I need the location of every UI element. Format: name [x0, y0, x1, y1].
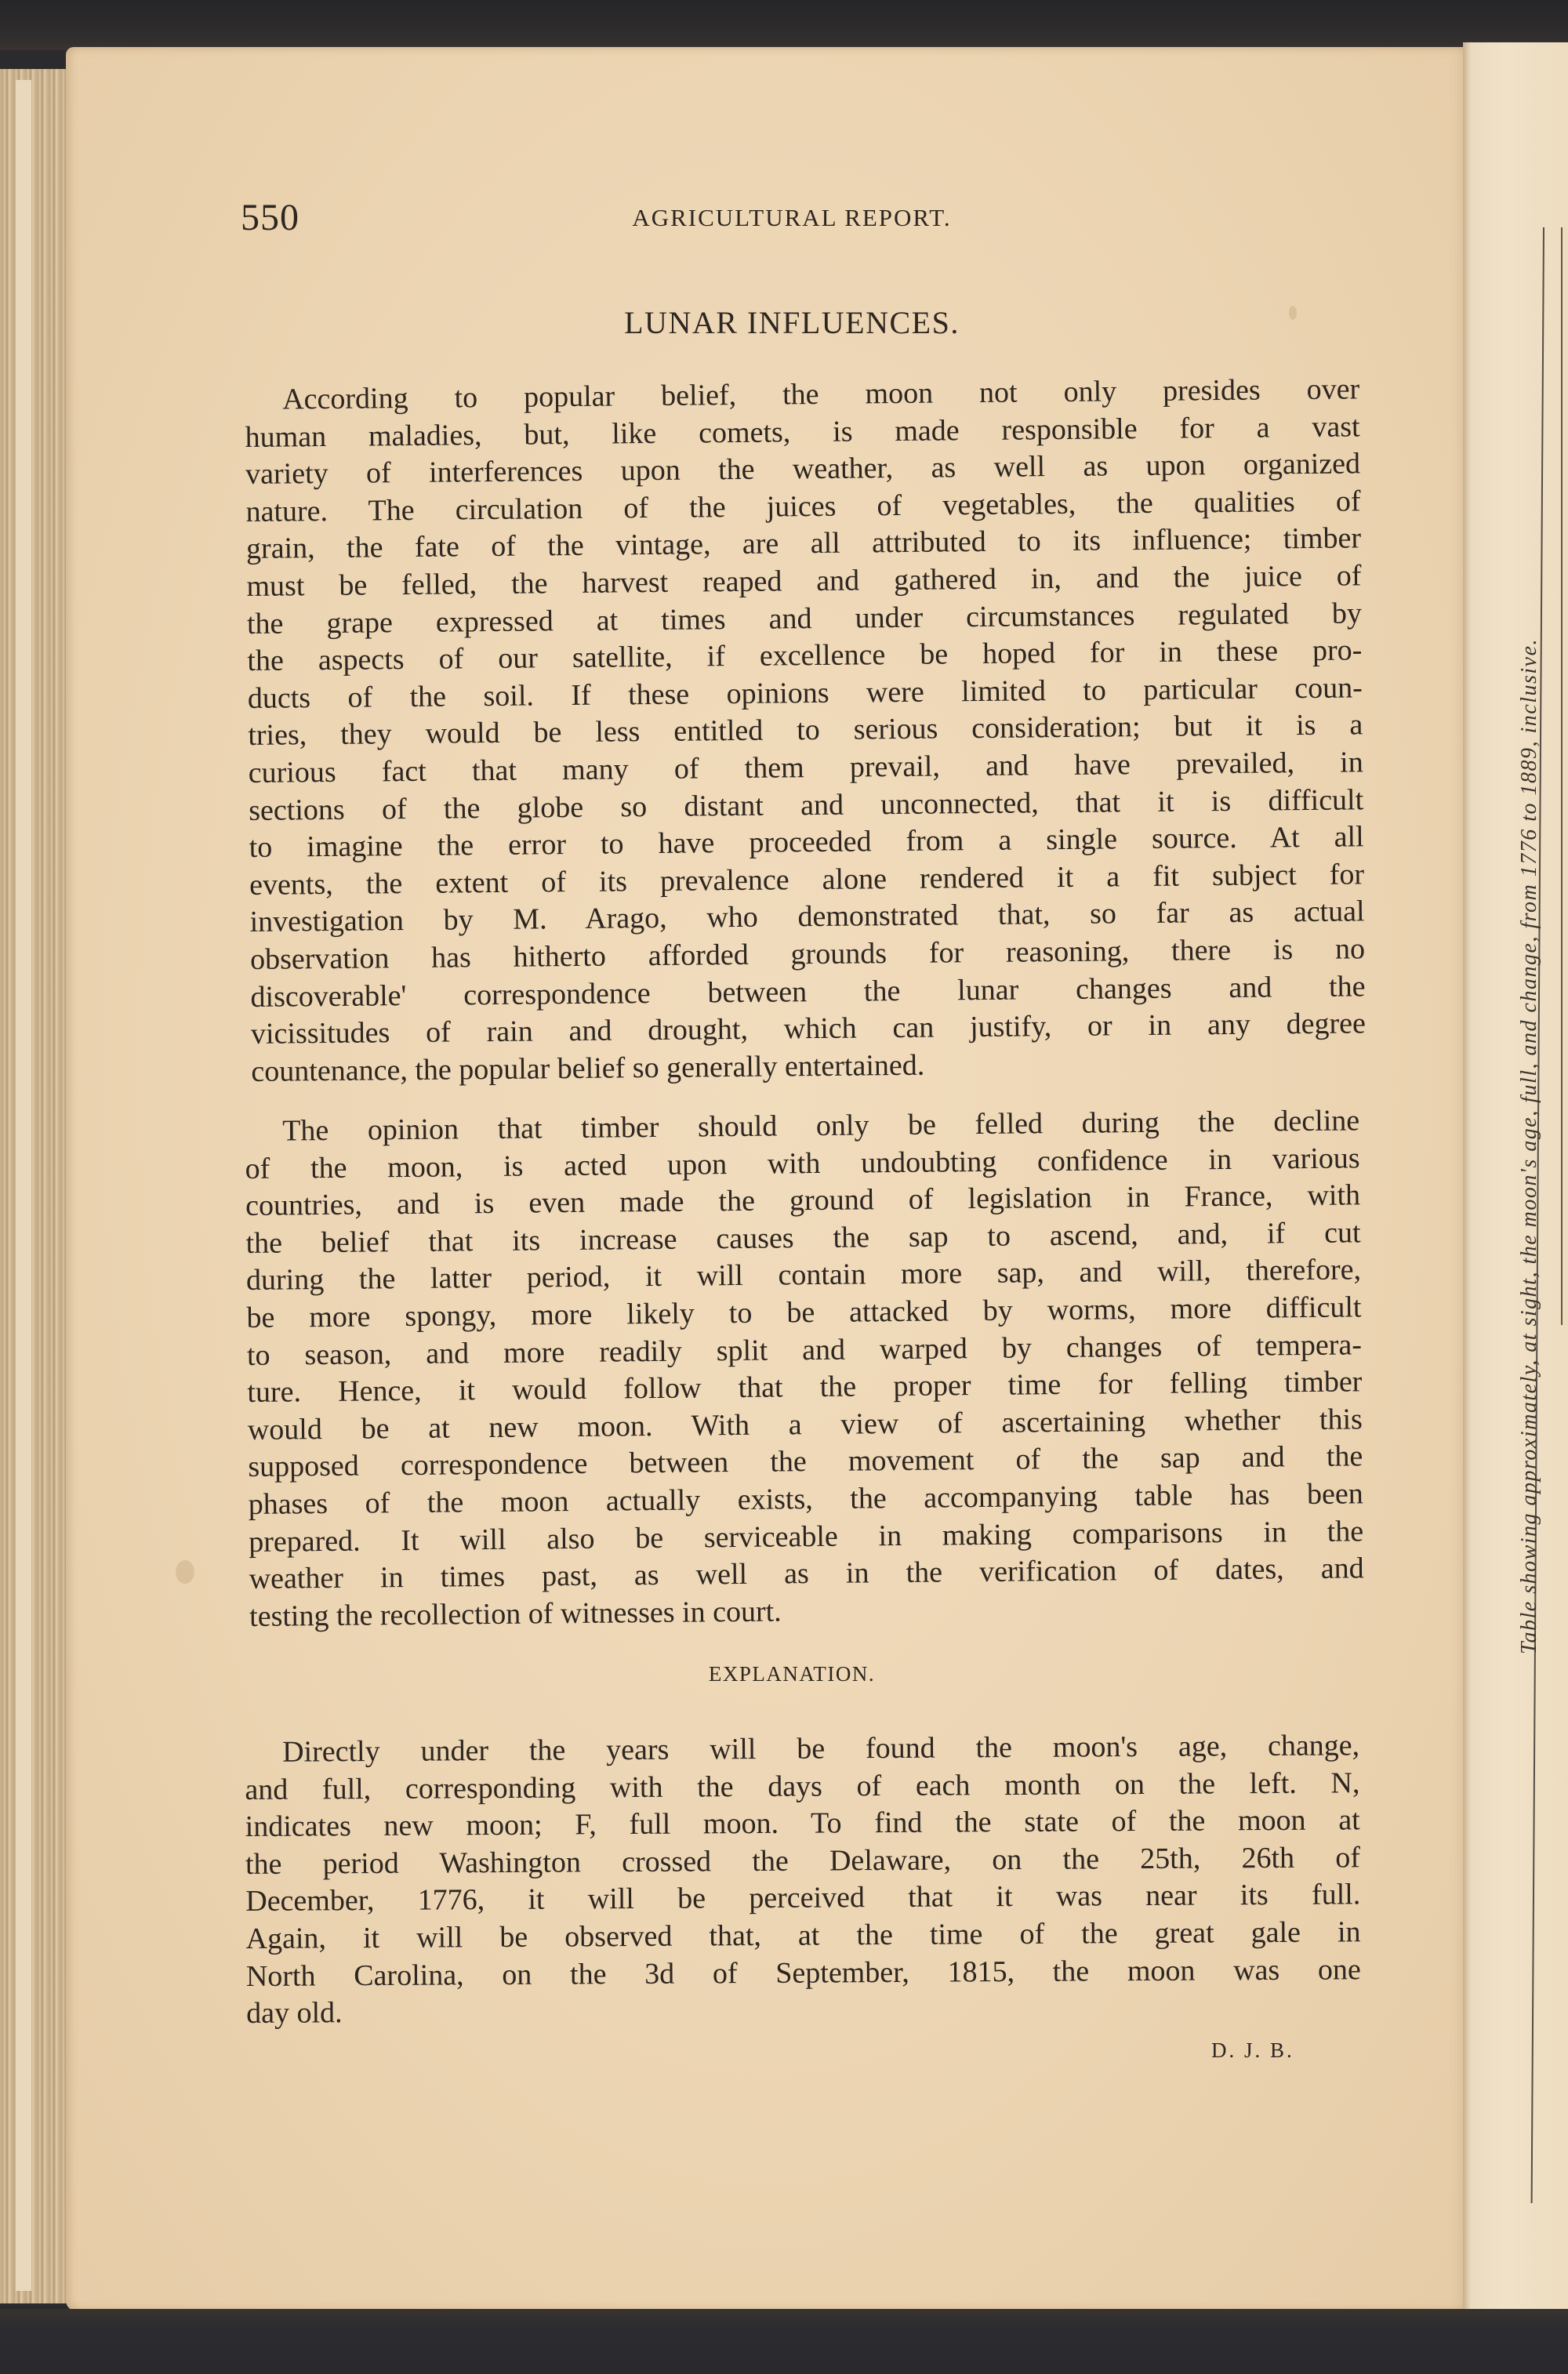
text-line: during the latter period, it will contain more sap, and will, therefore,: [245, 1253, 1362, 1298]
text-line: to season, and more readily split and warped by changes of tempera-: [246, 1327, 1363, 1372]
text-line: The opinion that timber should only be felled during the decline: [282, 1104, 1360, 1148]
text-line: tries, they would be less entitled to serious consideration; but it is a: [248, 708, 1363, 753]
text-line: Again, it will be observed that, at the time of the great gale in: [245, 1915, 1361, 1955]
running-head: [0, 196, 1568, 243]
text-line: ture. Hence, it would follow that the proper time for felling timber: [247, 1365, 1363, 1410]
page-edge-stack: [0, 69, 67, 2303]
section-heading-explanation: EXPLANATION.: [708, 1662, 876, 1686]
paper-stain: [176, 1560, 194, 1584]
paper-stain: [1289, 306, 1297, 320]
table-rule: [1561, 227, 1563, 1325]
foldout-caption: Table showing approximately, at sight, the moon's age, full, and change, from 1776 to 1889, inclusive.: [1517, 637, 1541, 1654]
book-cover-bottom: [0, 2309, 1568, 2374]
running-head-title: AGRICULTURAL REPORT.: [632, 204, 952, 231]
text-line: be more spongy, more likely to be attacked by worms, more difficult: [246, 1290, 1362, 1334]
page-number: 550: [241, 197, 299, 238]
text-line: sections of the globe so distant and unconnected, that it is difficult: [249, 782, 1364, 827]
text-line: day old.: [246, 1996, 343, 2031]
text-line: observation has hitherto afforded grounds for reasoning, there is no: [249, 932, 1366, 976]
text-line: countenance, the popular belief so generally entertained.: [251, 1048, 925, 1088]
text-line: countries, and is even made the ground of legislation in France, with: [245, 1178, 1361, 1223]
text-line: phases of the moon actually exists, the accompanying table has been: [248, 1477, 1363, 1521]
text-line: and full, corresponding with the days of each month on the left. N,: [245, 1766, 1360, 1806]
text-line: would be at new moon. With a view of ascertaining whether this: [247, 1403, 1363, 1447]
paragraph-2: [245, 1102, 1364, 1635]
text-line: the belief that its increase causes the sap to ascend, and, if cut: [245, 1216, 1361, 1260]
text-line: ducts of the soil. If these opinions were limited to particular coun-: [247, 671, 1363, 715]
article-title: LUNAR INFLUENCES.: [624, 305, 960, 340]
text-line: to imagine the error to have proceeded from a single source. At all: [249, 820, 1364, 865]
text-line: North Carolina, on the 3d of September, 1815, the moon was one: [245, 1952, 1361, 1993]
text-line: the grape expressed at times and under circumstances regulated by: [246, 596, 1363, 641]
text-line: Directly under the years will be found the moon's age, change,: [282, 1729, 1360, 1769]
text-line: the aspects of our satellite, if excellence be hoped for in these pro-: [247, 633, 1363, 678]
text-line: the period Washington crossed the Delaware, on the 25th, 26th of: [245, 1841, 1361, 1881]
text-line: prepared. It will also be serviceable in making comparisons in the: [249, 1514, 1364, 1559]
text-line: of the moon, is acted upon with undoubting confidence in various: [245, 1141, 1360, 1185]
text-line: human maladies, but, like comets, is made responsible for a vast: [245, 409, 1360, 454]
text-line: testing the recollection of witnesses in court.: [249, 1595, 782, 1633]
text-line: indicates new moon; F, full moon. To find the state of the moon at: [245, 1803, 1360, 1844]
foldout-table-edge: [1463, 42, 1568, 2316]
text-line: variety of interferences upon the weather, as well as upon organized: [245, 447, 1361, 492]
text-line: According to popular belief, the moon not only presides over: [282, 372, 1360, 416]
text-line: supposed correspondence between the movement of the sap and the: [248, 1439, 1363, 1484]
text-line: curious fact that many of them prevail, and have prevailed, in: [248, 746, 1363, 790]
text-line: vicissitudes of rain and drought, which can justify, or in any degree: [250, 1007, 1367, 1051]
book-cover-top: [0, 0, 1568, 50]
text-line: investigation by M. Arago, who demonstrated that, so far as actual: [249, 895, 1365, 939]
text-line: nature. The circulation of the juices of vegetables, the qualities of: [245, 485, 1361, 528]
text-line: December, 1776, it will be perceived that it was near its full.: [245, 1878, 1361, 1918]
page-leaf: [16, 80, 31, 2291]
text-line: discoverable' correspondence between the lunar changes and the: [250, 969, 1366, 1014]
paragraph-1: [245, 371, 1367, 1091]
text-line: must be felled, the harvest reaped and gathered in, and the juice of: [246, 559, 1362, 603]
author-signature: D. J. B.: [1211, 2038, 1294, 2062]
text-line: grain, the fate of the vintage, are all attributed to its influence; timber: [245, 521, 1362, 566]
text-line: weather in times past, as well as in the verification of dates, and: [249, 1552, 1364, 1596]
text-line: events, the extent of its prevalence alone rendered it a fit subject for: [249, 858, 1365, 902]
explanation-paragraph: [245, 1727, 1361, 2032]
